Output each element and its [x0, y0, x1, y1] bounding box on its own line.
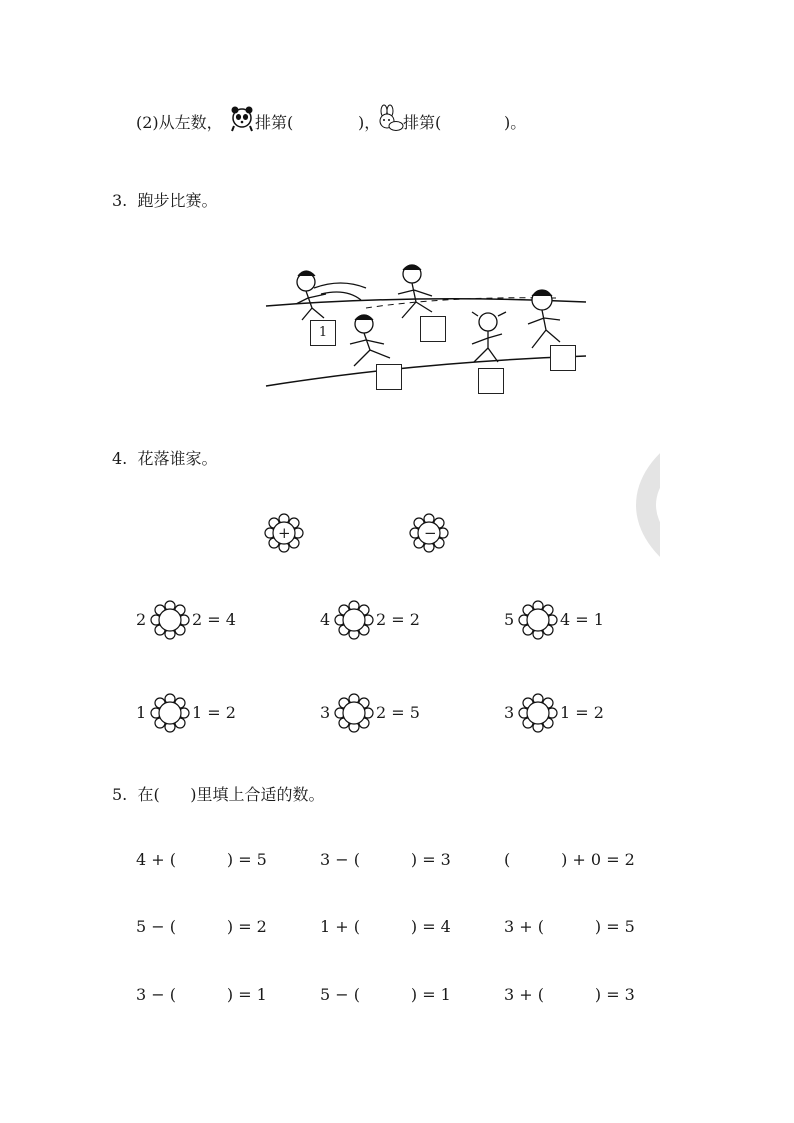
- fill-blank-equation[interactable]: 1 + ( ) = 4: [320, 917, 451, 936]
- question-3-title: 3. 跑步比赛。: [112, 191, 218, 210]
- q2-close1: )，: [358, 113, 381, 132]
- equation-right: 2 = 5: [376, 703, 420, 722]
- question-4-title: 4. 花落谁家。: [112, 449, 218, 468]
- equation-left: 4: [320, 610, 331, 629]
- flower-blank-icon[interactable]: [335, 694, 373, 732]
- rank-box-3[interactable]: [376, 364, 402, 390]
- q2-text2: 排第(: [403, 113, 442, 132]
- page-margin-mask: [660, 380, 794, 640]
- question-5-title: 5. 在( )里填上合适的数。: [112, 785, 325, 804]
- flower-blank-icon[interactable]: [519, 694, 557, 732]
- q2-prefix: (2)从左数，: [136, 113, 223, 132]
- equation-right: 4 = 1: [560, 610, 604, 629]
- equation-right: 1 = 2: [560, 703, 604, 722]
- fill-blank-equation[interactable]: ( ) + 0 = 2: [504, 850, 635, 869]
- equation-left: 1: [136, 703, 147, 722]
- rank-box-5[interactable]: [550, 345, 576, 371]
- fill-blank-equation[interactable]: 3 + ( ) = 3: [504, 985, 635, 1004]
- equation-left: 5: [504, 610, 515, 629]
- flower-blank-icon[interactable]: [335, 601, 373, 639]
- equation-left: 3: [504, 703, 515, 722]
- plus-sign: +: [278, 524, 291, 542]
- equation-left: 3: [320, 703, 331, 722]
- rank-box-4[interactable]: [478, 368, 504, 394]
- rank-box-2[interactable]: [420, 316, 446, 342]
- rank-box-1[interactable]: 1: [310, 320, 336, 346]
- fill-blank-equation[interactable]: 5 − ( ) = 1: [320, 985, 451, 1004]
- fill-blank-equation[interactable]: 3 + ( ) = 5: [504, 917, 635, 936]
- fill-blank-equation[interactable]: 5 − ( ) = 2: [136, 917, 267, 936]
- minus-sign: −: [424, 524, 437, 542]
- equation-right: 2 = 4: [192, 610, 236, 629]
- equation-left: 2: [136, 610, 147, 629]
- fill-blank-equation[interactable]: 3 − ( ) = 1: [136, 985, 267, 1004]
- flower-blank-icon[interactable]: [151, 601, 189, 639]
- flower-blank-icon[interactable]: [519, 601, 557, 639]
- q2-text1: 排第(: [255, 113, 294, 132]
- panda-icon: [230, 104, 254, 132]
- flower-blank-icon[interactable]: [151, 694, 189, 732]
- q2-close2: )。: [504, 113, 527, 132]
- equation-right: 2 = 2: [376, 610, 420, 629]
- fill-blank-equation[interactable]: 4 + ( ) = 5: [136, 850, 267, 869]
- fill-blank-equation[interactable]: 3 − ( ) = 3: [320, 850, 451, 869]
- equation-right: 1 = 2: [192, 703, 236, 722]
- rabbit-icon: [374, 106, 404, 132]
